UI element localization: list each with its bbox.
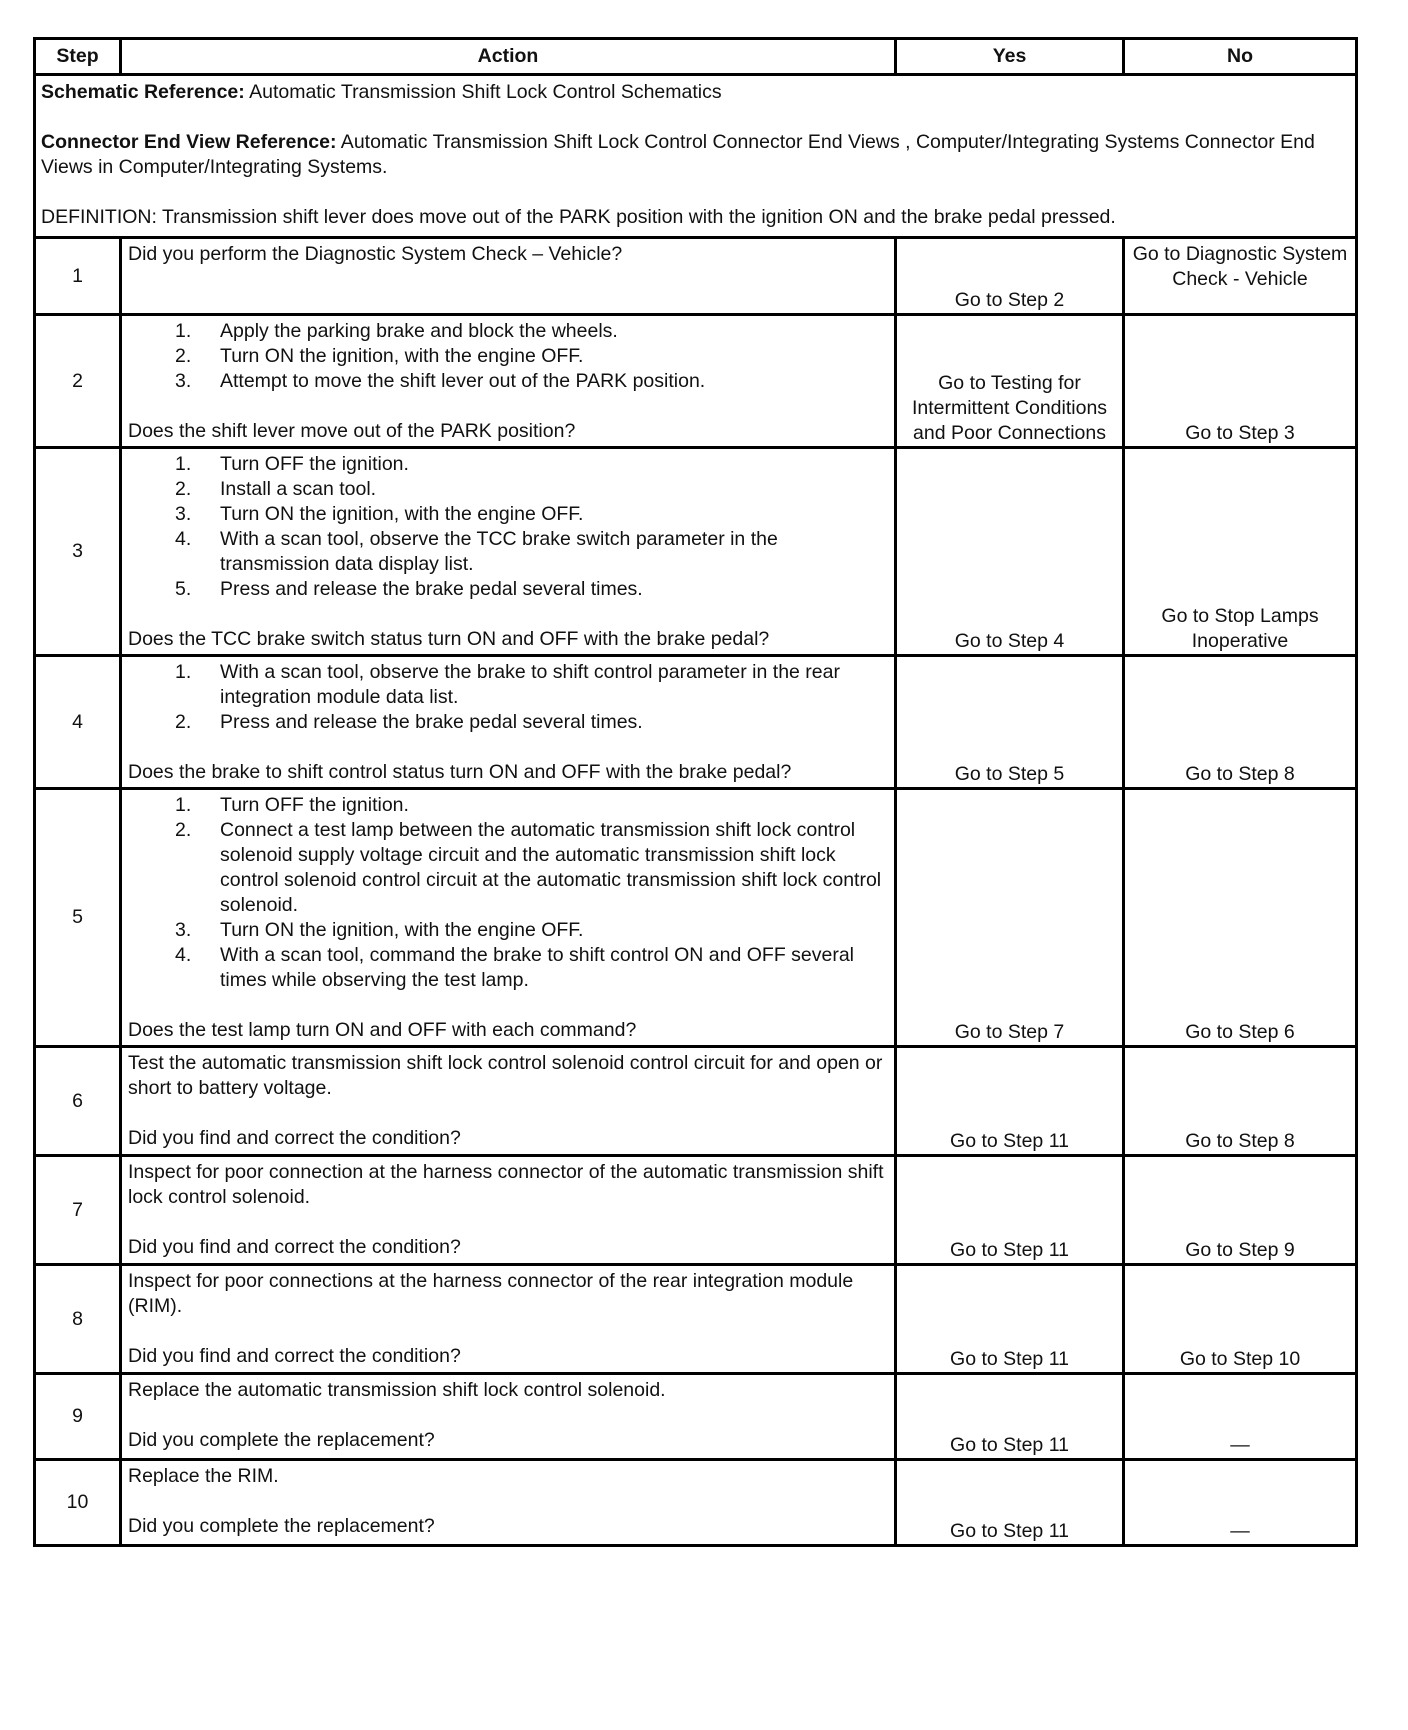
step-text: Replace the automatic transmission shift lock control solenoid. bbox=[128, 1379, 666, 1401]
step-items bbox=[128, 660, 888, 735]
reference-cell bbox=[35, 75, 1357, 238]
step-text: Replace the RIM. bbox=[128, 1465, 279, 1487]
list-item: 2. Install a scan tool. bbox=[175, 478, 377, 500]
step-row bbox=[35, 1374, 1357, 1460]
list-item: 1. Turn OFF the ignition. bbox=[175, 794, 409, 816]
list-item: 1. Apply the parking brake and block the wheels. bbox=[175, 320, 618, 342]
no-result: Go to Step 6 bbox=[1124, 789, 1357, 1047]
step-question: Does the TCC brake switch status turn ON and OFF with the brake pedal? bbox=[128, 628, 770, 650]
yes-result: Go to Step 2 bbox=[896, 238, 1124, 315]
step-row bbox=[35, 238, 1357, 315]
step-action bbox=[121, 315, 896, 448]
no-result: Go to Diagnostic System Check - Vehicle bbox=[1124, 238, 1357, 315]
step-row bbox=[35, 448, 1357, 656]
header-yes: Yes bbox=[896, 39, 1124, 75]
step-number: 4 bbox=[35, 656, 121, 789]
list-item: 2. Connect a test lamp between the automatic transmission shift lock control solenoid supply voltage circuit and the automatic transmission shift lock control solenoid control circuit at the automatic transmission shift lock control solenoid. bbox=[175, 819, 882, 916]
step-question: Does the shift lever move out of the PARK position? bbox=[128, 420, 576, 442]
step-action bbox=[121, 448, 896, 656]
step-text: Did you perform the Diagnostic System Check – Vehicle? bbox=[128, 243, 623, 265]
no-result: Go to Step 8 bbox=[1124, 1047, 1357, 1156]
step-question: Did you complete the replacement? bbox=[128, 1429, 435, 1451]
step-action bbox=[121, 656, 896, 789]
step-action bbox=[121, 1156, 896, 1265]
step-row bbox=[35, 1047, 1357, 1156]
yes-result: Go to Step 11 bbox=[896, 1460, 1124, 1546]
header-row bbox=[35, 39, 1357, 75]
yes-result: Go to Step 7 bbox=[896, 789, 1124, 1047]
step-action bbox=[121, 1374, 896, 1460]
list-item: 3. Turn ON the ignition, with the engine OFF. bbox=[175, 503, 584, 525]
step-action bbox=[121, 238, 896, 315]
step-text: Inspect for poor connections at the harness connector of the rear integration module (RIM). bbox=[128, 1270, 854, 1317]
step-row bbox=[35, 315, 1357, 448]
no-result: Go to Step 3 bbox=[1124, 315, 1357, 448]
list-item: 3. Attempt to move the shift lever out of the PARK position. bbox=[175, 370, 706, 392]
yes-result: Go to Step 11 bbox=[896, 1047, 1124, 1156]
step-question: Does the brake to shift control status turn ON and OFF with the brake pedal? bbox=[128, 761, 792, 783]
connector-reference bbox=[41, 130, 1349, 180]
yes-result: Go to Step 11 bbox=[896, 1374, 1124, 1460]
step-action bbox=[121, 1047, 896, 1156]
step-action bbox=[121, 789, 896, 1047]
list-item: 2. Press and release the brake pedal several times. bbox=[175, 711, 643, 733]
step-number: 1 bbox=[35, 238, 121, 315]
connector-reference-text: Automatic Transmission Shift Lock Control Connector End Views , Computer/Integrating Systems Connector End Views in Computer/Integrating Systems. bbox=[41, 131, 1315, 178]
step-action bbox=[121, 1460, 896, 1546]
step-question: Did you find and correct the condition? bbox=[128, 1236, 461, 1258]
diagnostic-table-sheet bbox=[33, 37, 1355, 1547]
step-number: 5 bbox=[35, 789, 121, 1047]
step-number: 8 bbox=[35, 1265, 121, 1374]
schematic-reference-label: Schematic Reference: bbox=[41, 81, 245, 103]
header-step: Step bbox=[35, 39, 121, 75]
step-number: 6 bbox=[35, 1047, 121, 1156]
yes-result: Go to Testing for Intermittent Conditions and Poor Connections bbox=[896, 315, 1124, 448]
step-row bbox=[35, 1265, 1357, 1374]
step-row bbox=[35, 656, 1357, 789]
list-item: 4. With a scan tool, command the brake to shift control ON and OFF several times while observing the test lamp. bbox=[175, 944, 855, 991]
no-result: Go to Stop Lamps Inoperative bbox=[1124, 448, 1357, 656]
yes-result: Go to Step 5 bbox=[896, 656, 1124, 789]
step-question: Did you find and correct the condition? bbox=[128, 1345, 461, 1367]
step-row bbox=[35, 1460, 1357, 1546]
list-item: 2. Turn ON the ignition, with the engine OFF. bbox=[175, 345, 584, 367]
header-no: No bbox=[1124, 39, 1357, 75]
list-item: 1. Turn OFF the ignition. bbox=[175, 453, 409, 475]
connector-reference-label: Connector End View Reference: bbox=[41, 131, 337, 153]
step-number: 7 bbox=[35, 1156, 121, 1265]
step-row bbox=[35, 789, 1357, 1047]
step-items bbox=[128, 793, 888, 993]
no-result: Go to Step 9 bbox=[1124, 1156, 1357, 1265]
step-text: Test the automatic transmission shift lock control solenoid control circuit for and open or short to battery voltage. bbox=[128, 1052, 883, 1099]
step-number: 2 bbox=[35, 315, 121, 448]
step-row bbox=[35, 1156, 1357, 1265]
step-question: Did you find and correct the condition? bbox=[128, 1127, 461, 1149]
list-item: 4. With a scan tool, observe the TCC brake switch parameter in the transmission data display list. bbox=[175, 528, 778, 575]
step-number: 10 bbox=[35, 1460, 121, 1546]
header-action: Action bbox=[121, 39, 896, 75]
list-item: 3. Turn ON the ignition, with the engine OFF. bbox=[175, 919, 584, 941]
step-number: 9 bbox=[35, 1374, 121, 1460]
no-result: Go to Step 8 bbox=[1124, 656, 1357, 789]
step-items bbox=[128, 319, 888, 394]
step-number: 3 bbox=[35, 448, 121, 656]
yes-result: Go to Step 11 bbox=[896, 1265, 1124, 1374]
step-question: Did you complete the replacement? bbox=[128, 1515, 435, 1537]
diagnostic-table bbox=[33, 37, 1358, 1547]
schematic-reference-text: Automatic Transmission Shift Lock Control Schematics bbox=[244, 81, 722, 103]
step-text: Inspect for poor connection at the harness connector of the automatic transmission shift lock control solenoid. bbox=[128, 1161, 884, 1208]
list-item: 1. With a scan tool, observe the brake to shift control parameter in the rear integration module data list. bbox=[175, 661, 840, 708]
list-item: 5. Press and release the brake pedal several times. bbox=[175, 578, 643, 600]
no-result: — bbox=[1124, 1374, 1357, 1460]
reference-row bbox=[35, 75, 1357, 238]
step-items bbox=[128, 452, 888, 602]
no-result: — bbox=[1124, 1460, 1357, 1546]
no-result: Go to Step 10 bbox=[1124, 1265, 1357, 1374]
schematic-reference bbox=[41, 80, 1349, 105]
yes-result: Go to Step 11 bbox=[896, 1156, 1124, 1265]
definition-text: DEFINITION: Transmission shift lever does move out of the PARK position with the ignition ON and the brake pedal pressed. bbox=[41, 206, 1116, 228]
step-action bbox=[121, 1265, 896, 1374]
step-question: Does the test lamp turn ON and OFF with each command? bbox=[128, 1019, 637, 1041]
yes-result: Go to Step 4 bbox=[896, 448, 1124, 656]
